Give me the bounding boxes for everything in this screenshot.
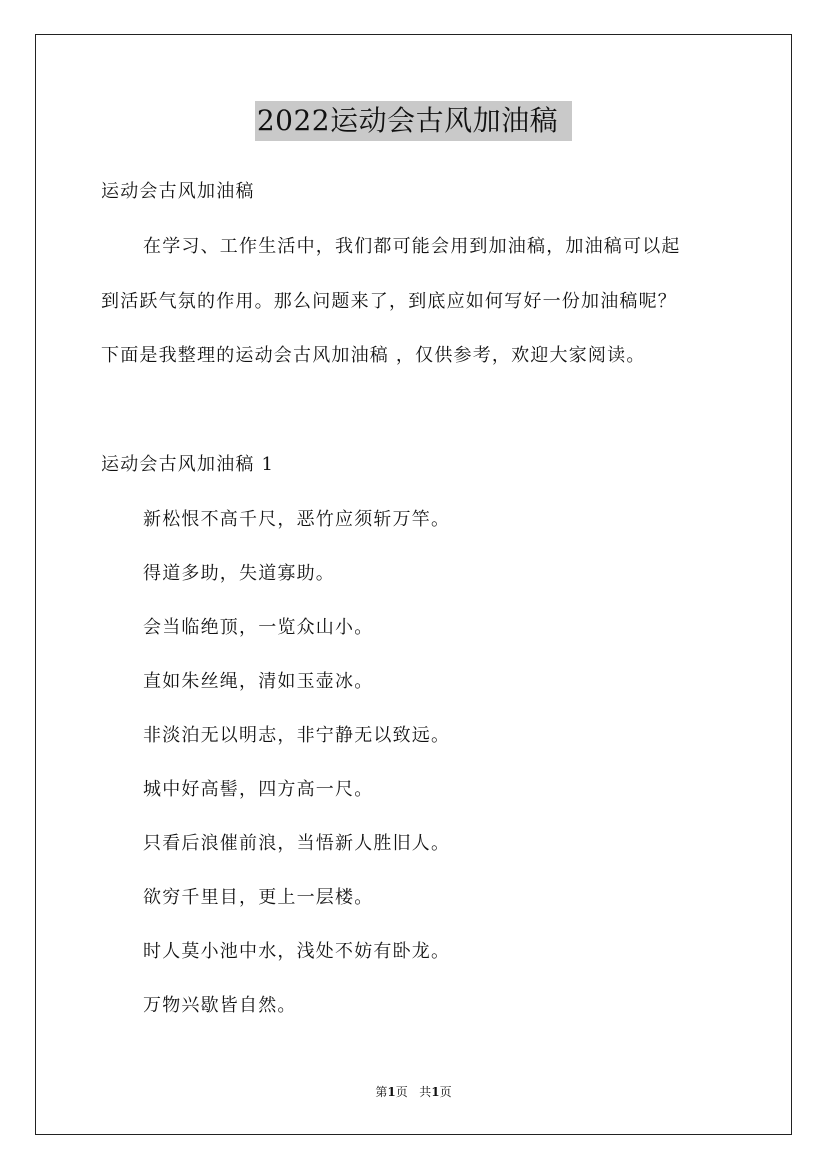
section-heading: 运动会古风加油稿 1 (101, 454, 275, 475)
footer-page-number: 1 (387, 1085, 396, 1099)
verse-line: 万物兴歇皆自然。 (143, 995, 297, 1016)
footer-total-suffix: 页 (439, 1085, 452, 1099)
footer-page-prefix: 第 (375, 1085, 388, 1099)
intro-line-3: 下面是我整理的运动会古风加油稿 ，仅供参考，欢迎大家阅读。 (101, 345, 646, 366)
intro-line-2: 到活跃气氛的作用。那么问题来了，到底应如何写好一份加油稿呢？ (101, 291, 677, 312)
verse-line: 时人莫小池中水，浅处不妨有卧龙。 (143, 941, 451, 962)
verse-line: 只看后浪催前浪，当悟新人胜旧人。 (143, 833, 451, 854)
subtitle: 运动会古风加油稿 (101, 181, 255, 202)
verse-line: 欲穷千里目，更上一层楼。 (143, 887, 374, 908)
verse-line: 新松恨不高千尺，恶竹应须斩万竿。 (143, 509, 451, 530)
footer-total-prefix: 共 (419, 1085, 432, 1099)
verse-line: 得道多助，失道寡助。 (143, 563, 335, 584)
verse-line: 会当临绝顶，一览众山小。 (143, 617, 374, 638)
document-title: 2022运动会古风加油稿 (255, 101, 572, 141)
verse-line: 城中好高髻，四方高一尺。 (143, 779, 374, 800)
verse-line: 直如朱丝绳，清如玉壶冰。 (143, 671, 374, 692)
intro-line-1: 在学习、工作生活中，我们都可能会用到加油稿，加油稿可以起 (143, 236, 681, 257)
verse-line: 非淡泊无以明志，非宁静无以致远。 (143, 725, 451, 746)
title-container (0, 101, 827, 141)
footer-total-number: 1 (431, 1085, 440, 1099)
footer-page-suffix: 页 (395, 1085, 408, 1099)
page-footer (0, 1084, 827, 1100)
